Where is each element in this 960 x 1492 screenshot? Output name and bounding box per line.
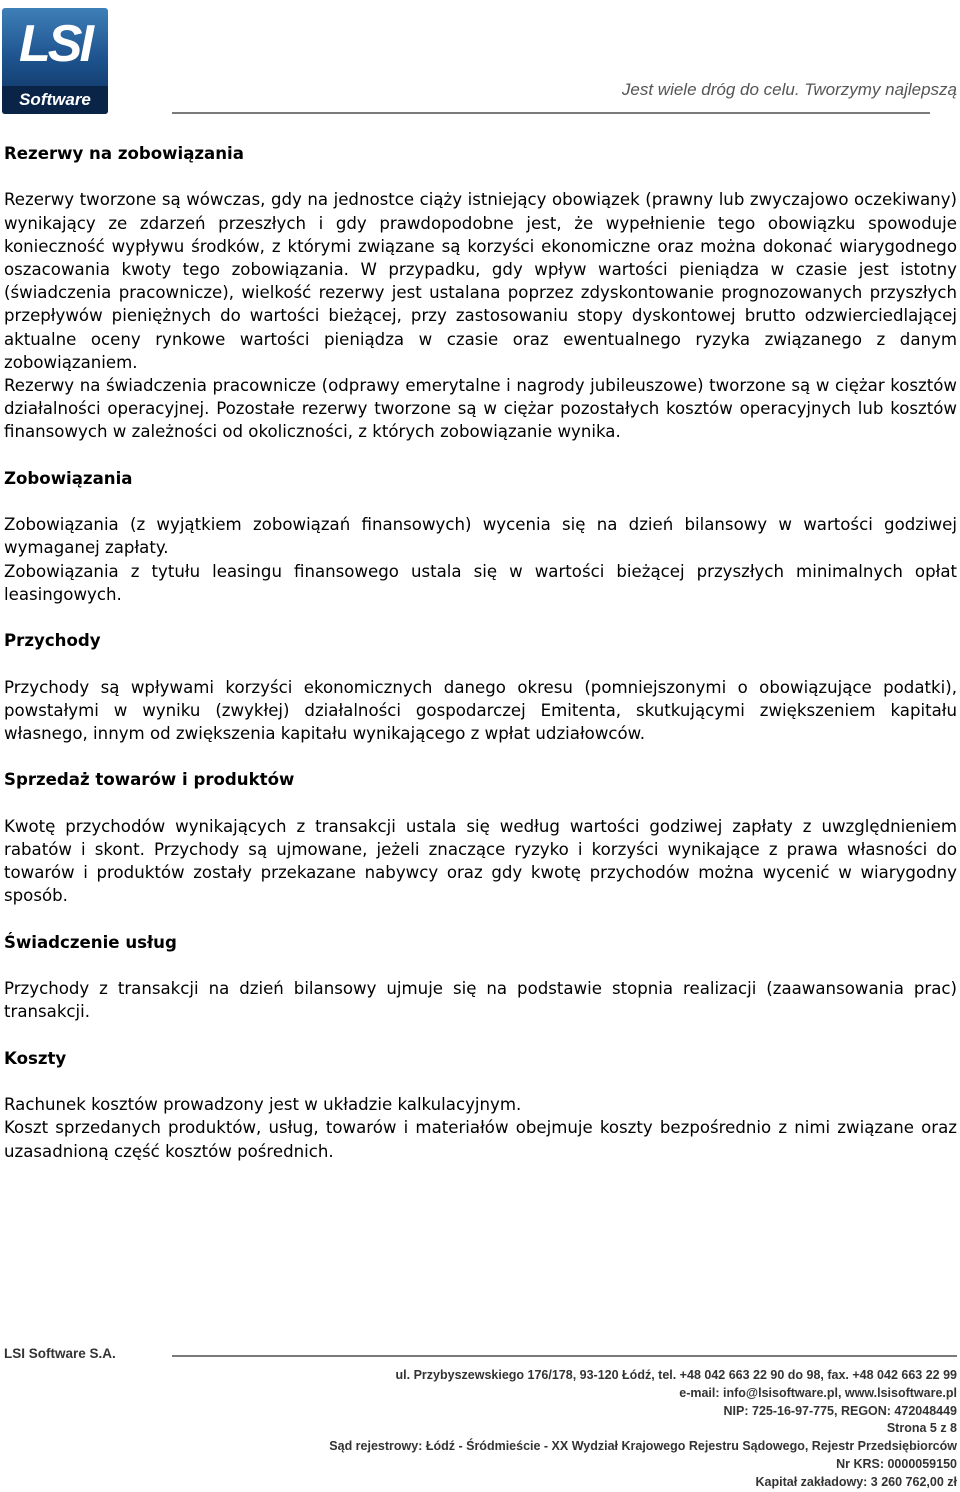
- header-divider: [172, 112, 930, 114]
- paragraph: Zobowiązania (z wyjątkiem zobowiązań finansowych) wycenia się na dzień bilansowy w wartości godziwej wymaganej zapłaty.: [4, 515, 957, 558]
- footer-court: Sąd rejestrowy: Łódź - Śródmieście - XX Wydział Krajowego Rejestru Sądowego, Rejestr Przedsiębiorców: [329, 1439, 957, 1454]
- footer-info: [329, 1367, 957, 1492]
- paragraph: Przychody z transakcji na dzień bilansowy ujmuje się na podstawie stopnia realizacji (zaawansowania prac) transakcji.: [4, 979, 957, 1022]
- footer-nip: NIP: 725-16-97-775, REGON: 472048449: [723, 1403, 957, 1418]
- lsi-logo: [2, 8, 108, 114]
- section-title: Świadczenie usług: [4, 932, 177, 952]
- footer-krs: Nr KRS: 0000059150: [836, 1456, 957, 1471]
- logo-subtext: Software: [2, 86, 108, 114]
- section-title: Sprzedaż towarów i produktów: [4, 770, 295, 790]
- document-body: [4, 142, 957, 1163]
- page-number: Strona 5 z 8: [886, 1421, 957, 1436]
- paragraph: Rezerwy tworzone są wówczas, gdy na jednostce ciąży istniejący obowiązek (prawny lub zwyczajowo oczekiwany) wynikający ze zdarzeń przeszłych i gdy prawdopodobne jest, że wypełnienie tego obowiązku spowoduje konieczność wypływu środków, z którymi związane są korzyści ekonomiczne oraz można dokonać wiarygodnego oszacowania kwoty tego zobowiązania. W przypadku, gdy wpływ wartości pieniądza w czasie jest istotny (świadczenia pracownicze), wielkość rezerwy jest ustalana poprzez zdyskontowanie prognozowanych przyszłych przepływów pieniężnych do wartości bieżącej, przy zastosowaniu stopy dyskontowej brutto odzwierciedlającej aktualne oceny rynkowe wartości pieniądza w czasie oraz ewentualnego ryzyka związanego z danym zobowiązaniem.: [4, 190, 957, 372]
- footer-company: LSI Software S.A.: [4, 1346, 116, 1361]
- header-tagline: Jest wiele dróg do celu. Tworzymy najlepszą: [621, 80, 957, 99]
- paragraph: Przychody są wpływami korzyści ekonomicznych danego okresu (pomniejszonymi o obowiązujące podatki), powstałymi w wyniku (zwykłej) działalności gospodarczej Emitenta, skutkującymi zwiększeniem kapitału własnego, innym od zwiększenia kapitału wynikającego z wpłat udziałowców.: [4, 677, 957, 743]
- paragraph: Rezerwy na świadczenia pracownicze (odprawy emerytalne i nagrody jubileuszowe) tworzone są w ciężar kosztów działalności operacyjnej. Pozostałe rezerwy tworzone są w ciężar pozostałych kosztów operacyjnych lub kosztów finansowych w zależności od okoliczności, z których zobowiązanie wynika.: [4, 376, 957, 442]
- paragraph: Rachunek kosztów prowadzony jest w układzie kalkulacyjnym.: [4, 1095, 522, 1115]
- section-title: Rezerwy na zobowiązania: [4, 144, 244, 163]
- footer-capital: Kapitał zakładowy: 3 260 762,00 zł: [755, 1474, 957, 1489]
- footer-address: ul. Przybyszewskiego 176/178, 93-120 Łódź, tel. +48 042 663 22 90 do 98, fax. +48 042 663 22 99: [395, 1368, 957, 1382]
- paragraph: Zobowiązania z tytułu leasingu finansowego ustala się w wartości bieżącej przyszłych minimalnych opłat leasingowych.: [4, 561, 957, 604]
- paragraph: Kwotę przychodów wynikających z transakcji ustala się według wartości godziwej zapłaty z uwzględnieniem rabatów i skont. Przychody są ujmowane, jeżeli znaczące ryzyko i korzyści wynikające z prawa własności do towarów i produktów zostały przekazane nabywcy oraz gdy kwotę przychodów można wycenić w wiarygodny sposób.: [4, 816, 957, 906]
- section-title: Zobowiązania: [4, 468, 133, 488]
- logo-text: LSI: [19, 15, 91, 73]
- footer-email: e-mail: info@lsisoftware.pl, www.lsisoftware.pl: [679, 1385, 957, 1400]
- section-title: Przychody: [4, 631, 101, 651]
- section-title: Koszty: [4, 1048, 67, 1068]
- paragraph: Koszt sprzedanych produktów, usług, towarów i materiałów obejmuje koszty bezpośrednio z nimi związane oraz uzasadnioną część kosztów pośrednich.: [4, 1118, 957, 1161]
- footer-divider: [172, 1355, 957, 1357]
